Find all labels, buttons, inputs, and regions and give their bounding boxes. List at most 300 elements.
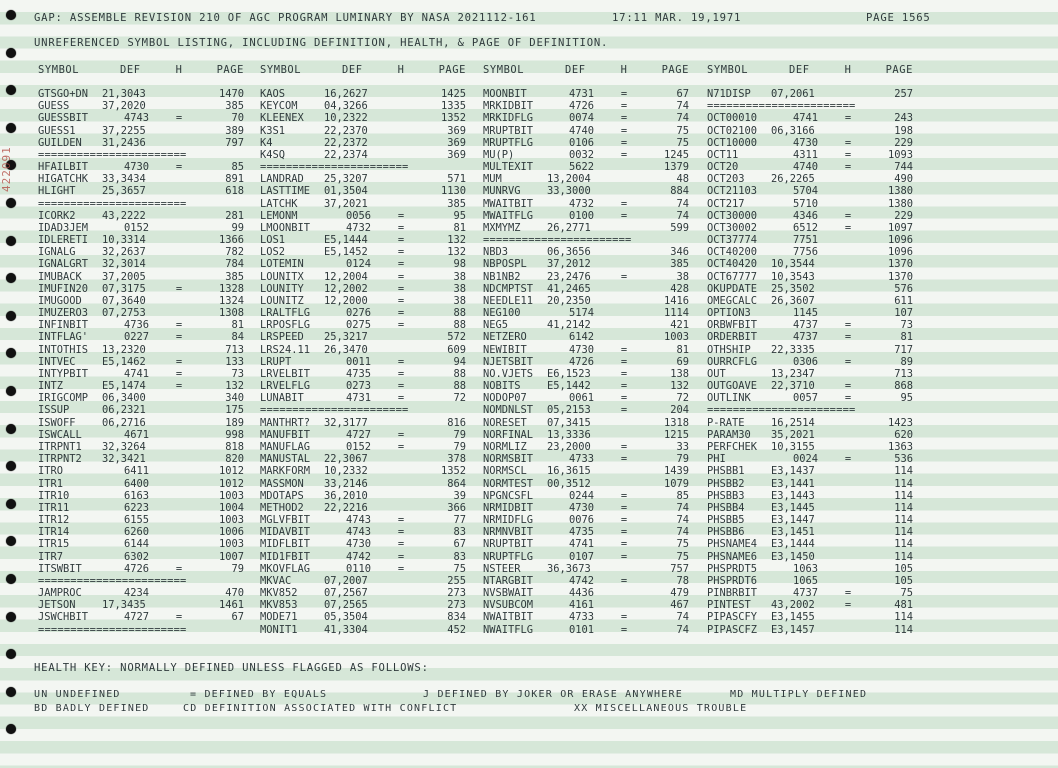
symbol-definition: 25,3657 — [102, 185, 146, 198]
symbol-name: MU(P) — [483, 148, 515, 161]
symbol-definition: 4346 — [793, 209, 819, 222]
symbol-health: = — [620, 112, 628, 125]
symbol-row — [707, 368, 917, 380]
symbol-row — [38, 465, 248, 477]
symbol-page: 1215 — [663, 428, 689, 441]
symbol-definition: 6400 — [124, 477, 150, 490]
symbol-name: MRKIDBIT — [483, 100, 534, 113]
symbol-definition: 4741 — [793, 112, 819, 125]
symbol-name: OPTION3 — [707, 307, 751, 320]
symbol-name: MRKIDFLG — [483, 112, 534, 125]
separator-row — [38, 575, 248, 587]
symbol-definition: 4736 — [124, 319, 150, 332]
symbol-row — [260, 538, 470, 550]
symbol-definition: 0124 — [346, 258, 372, 271]
symbol-page: 1425 — [440, 88, 466, 100]
symbol-health: = — [397, 428, 405, 441]
symbol-definition: 12,2000 — [324, 294, 368, 307]
symbol-page: 611 — [894, 294, 913, 307]
symbol-page: 95 — [900, 392, 913, 405]
header-health: H — [175, 64, 183, 76]
symbol-page: 1370 — [887, 270, 913, 283]
symbol-health: = — [844, 392, 852, 405]
symbol-row — [38, 404, 248, 416]
symbol-page: 85 — [676, 489, 689, 502]
symbol-page: 1003 — [218, 489, 244, 502]
symbol-name: NEG100 — [483, 307, 521, 320]
symbol-row — [38, 88, 248, 100]
symbol-health: = — [175, 355, 183, 368]
symbol-row — [38, 125, 248, 137]
symbol-row — [38, 344, 248, 356]
symbol-row — [38, 526, 248, 538]
symbol-row — [483, 210, 693, 222]
symbol-health: = — [175, 282, 183, 295]
symbol-name: NJETSBIT — [483, 355, 534, 368]
symbol-page: 114 — [894, 477, 913, 490]
symbol-name: GTSGO+DN — [38, 88, 89, 100]
symbol-page: 571 — [447, 173, 466, 186]
symbol-page: 479 — [670, 587, 689, 600]
feed-hole — [6, 424, 16, 434]
symbol-page: 1003 — [218, 538, 244, 551]
symbol-row — [483, 404, 693, 416]
symbol-name: NPGNCSFL — [483, 489, 534, 502]
header-page-number: PAGE 1565 — [866, 12, 931, 24]
symbol-page: 428 — [670, 282, 689, 295]
symbol-page: 366 — [447, 501, 466, 514]
symbol-definition: E5,1452 — [324, 246, 368, 259]
symbol-page: 132 — [447, 234, 466, 247]
header-page: PAGE — [661, 64, 689, 76]
symbol-page: 39 — [453, 489, 466, 502]
symbol-row — [38, 307, 248, 319]
symbol-name: NEWIBIT — [483, 343, 527, 356]
symbol-definition: 23,2000 — [547, 440, 591, 453]
symbol-name: NTARGBIT — [483, 574, 534, 587]
symbol-name: JAMPROC — [38, 587, 82, 600]
symbol-health: = — [620, 343, 628, 356]
symbol-row — [483, 526, 693, 538]
symbol-health: = — [620, 526, 628, 539]
symbol-name: PHSPRDT6 — [707, 574, 758, 587]
symbol-page: 868 — [894, 380, 913, 393]
symbol-health: = — [175, 331, 183, 344]
symbol-name: MASSMON — [260, 477, 304, 490]
symbol-definition: 22,3067 — [324, 453, 368, 466]
symbol-name: NRUPTBIT — [483, 538, 534, 551]
symbol-page: 83 — [453, 526, 466, 539]
symbol-health: = — [844, 221, 852, 234]
symbol-name: K4 — [260, 136, 273, 149]
symbol-definition: 4234 — [124, 587, 150, 600]
symbol-name: PARAM30 — [707, 428, 751, 441]
column-header — [483, 64, 693, 80]
symbol-health: = — [844, 587, 852, 600]
symbol-page: 198 — [894, 124, 913, 137]
symbol-definition: 06,3166 — [771, 124, 815, 137]
symbol-definition: 4436 — [569, 587, 595, 600]
symbol-page: 1097 — [887, 221, 913, 234]
symbol-definition: 07,2753 — [102, 307, 146, 320]
symbol-name: MRUPTBIT — [483, 124, 534, 137]
symbol-row — [260, 319, 470, 331]
separator-line: ======================= — [38, 574, 187, 587]
symbol-row — [38, 137, 248, 149]
symbol-definition: 4743 — [124, 112, 150, 125]
separator-row — [260, 161, 470, 173]
symbol-page: 369 — [447, 136, 466, 149]
symbol-row — [707, 222, 917, 234]
symbol-row — [260, 575, 470, 587]
symbol-name: LMOONBIT — [260, 221, 311, 234]
symbol-row — [483, 161, 693, 173]
symbol-row — [260, 307, 470, 319]
symbol-health: = — [620, 623, 628, 636]
symbol-column-2 — [260, 64, 470, 636]
symbol-row — [707, 624, 917, 636]
symbol-name: NRMNVBIT — [483, 526, 534, 539]
symbol-definition: E3,1444 — [771, 538, 815, 551]
symbol-name: OTHSHIP — [707, 343, 751, 356]
separator-row — [260, 404, 470, 416]
symbol-definition: E3,1437 — [771, 465, 815, 478]
symbol-row — [483, 307, 693, 319]
symbol-row — [38, 283, 248, 295]
symbol-health: = — [844, 453, 852, 466]
symbol-name: NEEDLE11 — [483, 294, 534, 307]
symbol-row — [483, 368, 693, 380]
symbol-row — [707, 514, 917, 526]
symbol-name: IDLERETI — [38, 234, 89, 247]
symbol-row — [38, 490, 248, 502]
symbol-page: 38 — [676, 270, 689, 283]
symbol-health: = — [620, 550, 628, 563]
symbol-page: 73 — [231, 367, 244, 380]
symbol-definition: 10,3155 — [771, 440, 815, 453]
symbol-row — [483, 429, 693, 441]
symbol-name: MGLVFBIT — [260, 514, 311, 527]
symbol-definition: 10,2322 — [324, 112, 368, 125]
symbol-health: = — [397, 319, 405, 332]
symbol-row — [483, 198, 693, 210]
symbol-row — [707, 502, 917, 514]
symbol-page: 797 — [225, 136, 244, 149]
symbol-page: 74 — [676, 197, 689, 210]
symbol-definition: 4730 — [569, 343, 595, 356]
symbol-page: 834 — [447, 611, 466, 624]
symbol-name: INTZ — [38, 380, 64, 393]
symbol-definition: 17,3435 — [102, 599, 146, 612]
symbol-definition: E6,1523 — [547, 367, 591, 380]
symbol-row — [38, 295, 248, 307]
symbol-row — [707, 185, 917, 197]
symbol-page: 576 — [894, 282, 913, 295]
symbol-page: 820 — [225, 453, 244, 466]
symbol-page: 69 — [676, 355, 689, 368]
symbol-row — [260, 137, 470, 149]
symbol-page: 273 — [447, 599, 466, 612]
symbol-page: 114 — [894, 465, 913, 478]
symbol-name: ISWCALL — [38, 428, 82, 441]
symbol-health: = — [844, 331, 852, 344]
symbol-definition: 4735 — [346, 367, 372, 380]
symbol-row — [483, 392, 693, 404]
symbol-row — [483, 538, 693, 550]
column-header — [38, 64, 248, 80]
symbol-name: ISWOFF — [38, 416, 76, 429]
symbol-definition: 4730 — [124, 161, 150, 174]
symbol-page: 572 — [447, 331, 466, 344]
symbol-page: 132 — [447, 246, 466, 259]
symbol-definition: 13,2004 — [547, 173, 591, 186]
symbol-definition: 22,2374 — [324, 148, 368, 161]
symbol-row — [483, 587, 693, 599]
symbol-name: MUNRVG — [483, 185, 521, 198]
symbol-row — [38, 246, 248, 258]
symbol-page: 88 — [453, 380, 466, 393]
symbol-definition: 5710 — [793, 197, 819, 210]
symbol-row — [260, 417, 470, 429]
symbol-row — [38, 368, 248, 380]
symbol-name: ITRO — [38, 465, 64, 478]
header-symbol: SYMBOL — [483, 64, 525, 76]
health-key-item: J DEFINED BY JOKER OR ERASE ANYWHERE — [423, 689, 683, 700]
symbol-definition: 21,3043 — [102, 88, 146, 100]
header-symbol: SYMBOL — [38, 64, 80, 76]
symbol-health: = — [175, 380, 183, 393]
symbol-row — [483, 125, 693, 137]
symbol-page: 38 — [453, 270, 466, 283]
separator-line: ======================= — [707, 404, 856, 417]
symbol-definition: 16,2627 — [324, 88, 368, 100]
symbol-name: ICORK2 — [38, 209, 76, 222]
symbol-page: 77 — [453, 514, 466, 527]
symbol-definition: 36,3673 — [547, 562, 591, 575]
symbol-name: PERFCHEK — [707, 440, 758, 453]
symbol-name: LOUNITY — [260, 282, 304, 295]
symbol-row — [260, 611, 470, 623]
symbol-definition: 06,2716 — [102, 416, 146, 429]
symbol-definition: 4730 — [346, 538, 372, 551]
symbol-definition: 0032 — [569, 148, 595, 161]
symbol-health: = — [620, 538, 628, 551]
symbol-definition: 22,3710 — [771, 380, 815, 393]
symbol-name: IGNALGRT — [38, 258, 89, 271]
symbol-health: = — [175, 562, 183, 575]
symbol-page: 33 — [676, 440, 689, 453]
symbol-row — [38, 478, 248, 490]
symbol-name: ISSUP — [38, 404, 70, 417]
symbol-page: 79 — [453, 428, 466, 441]
symbol-row — [483, 441, 693, 453]
symbol-health: = — [620, 270, 628, 283]
symbol-name: MOONBIT — [483, 88, 527, 100]
symbol-page: 1004 — [218, 501, 244, 514]
health-key-item: BD BADLY DEFINED — [34, 703, 150, 714]
symbol-page: 385 — [670, 258, 689, 271]
symbol-definition: 37,2255 — [102, 124, 146, 137]
symbol-page: 1352 — [440, 112, 466, 125]
symbol-name: LUNABIT — [260, 392, 304, 405]
symbol-row — [483, 599, 693, 611]
symbol-name: NORESET — [483, 416, 527, 429]
symbol-name: LATCHK — [260, 197, 298, 210]
symbol-row — [38, 429, 248, 441]
symbol-row — [260, 429, 470, 441]
symbol-name: METHOD2 — [260, 501, 304, 514]
symbol-row — [483, 417, 693, 429]
symbol-definition: 4311 — [793, 148, 819, 161]
symbol-column-1 — [38, 64, 248, 636]
symbol-health: = — [175, 611, 183, 624]
symbol-name: HIGATCHK — [38, 173, 89, 186]
symbol-name: INTFLAG' — [38, 331, 89, 344]
symbol-row — [38, 587, 248, 599]
symbol-name: ITR11 — [38, 501, 70, 514]
symbol-definition: E3,1451 — [771, 526, 815, 539]
symbol-page: 1006 — [218, 526, 244, 539]
feed-hole — [6, 612, 16, 622]
symbol-health: = — [175, 112, 183, 125]
symbol-health: = — [620, 404, 628, 417]
symbol-page: 1423 — [887, 416, 913, 429]
symbol-row — [707, 453, 917, 465]
symbol-definition: 0244 — [569, 489, 595, 502]
symbol-definition: 6411 — [124, 465, 150, 478]
symbol-page: 85 — [231, 161, 244, 174]
symbol-page: 83 — [453, 550, 466, 563]
symbol-page: 713 — [225, 343, 244, 356]
symbol-row — [38, 356, 248, 368]
symbol-definition: E3,1445 — [771, 501, 815, 514]
symbol-page: 229 — [894, 136, 913, 149]
symbol-definition: 41,2465 — [547, 282, 591, 295]
symbol-page: 744 — [894, 161, 913, 174]
symbol-row — [260, 502, 470, 514]
symbol-definition: 07,2567 — [324, 587, 368, 600]
symbol-page: 67 — [453, 538, 466, 551]
symbol-name: NVSBWAIT — [483, 587, 534, 600]
symbol-name: MWAITFLG — [483, 209, 534, 222]
symbol-page: 79 — [453, 440, 466, 453]
symbol-page: 74 — [676, 514, 689, 527]
symbol-name: LRS24.11 — [260, 343, 311, 356]
symbol-definition: 20,2350 — [547, 294, 591, 307]
symbol-definition: 33,3434 — [102, 173, 146, 186]
symbol-definition: 04,3266 — [324, 100, 368, 113]
symbol-row — [707, 587, 917, 599]
symbol-row — [707, 356, 917, 368]
symbol-row — [483, 514, 693, 526]
health-key-item: CD DEFINITION ASSOCIATED WITH CONFLICT — [183, 703, 458, 714]
symbol-name: PHSBB5 — [707, 514, 745, 527]
symbol-definition: 7756 — [793, 246, 819, 259]
symbol-row — [483, 283, 693, 295]
symbol-name: OCT40200 — [707, 246, 758, 259]
header-health: H — [397, 64, 405, 76]
header-def: DEF — [565, 64, 586, 76]
symbol-definition: E5,1462 — [102, 355, 146, 368]
symbol-page: 105 — [894, 562, 913, 575]
symbol-health: = — [620, 501, 628, 514]
symbol-row — [483, 173, 693, 185]
symbol-definition: 0011 — [346, 355, 372, 368]
symbol-row — [260, 234, 470, 246]
symbol-definition: 06,3656 — [547, 246, 591, 259]
symbol-row — [483, 88, 693, 100]
symbol-health: = — [175, 319, 183, 332]
symbol-page: 467 — [670, 599, 689, 612]
symbol-name: NBD3 — [483, 246, 509, 259]
symbol-row — [483, 453, 693, 465]
feed-hole — [6, 574, 16, 584]
header-symbol: SYMBOL — [260, 64, 302, 76]
symbol-definition: 4737 — [793, 319, 819, 332]
symbol-page: 1130 — [440, 185, 466, 198]
symbol-definition: 37,2020 — [102, 100, 146, 113]
feed-hole — [6, 273, 16, 283]
symbol-row — [707, 599, 917, 611]
symbol-name: IMUBACK — [38, 270, 82, 283]
symbol-row — [707, 478, 917, 490]
symbol-name: LRUPT — [260, 355, 292, 368]
symbol-page: 536 — [894, 453, 913, 466]
symbol-name: ITR10 — [38, 489, 70, 502]
symbol-definition: 6163 — [124, 489, 150, 502]
symbol-definition: 00,3512 — [547, 477, 591, 490]
symbol-definition: E3,1443 — [771, 489, 815, 502]
symbol-definition: 13,2320 — [102, 343, 146, 356]
symbol-definition: 4742 — [346, 550, 372, 563]
symbol-page: 81 — [231, 319, 244, 332]
symbol-row — [707, 149, 917, 161]
symbol-row — [707, 465, 917, 477]
symbol-page: 114 — [894, 611, 913, 624]
symbol-name: MXMYMZ — [483, 221, 521, 234]
symbol-name: PHI — [707, 453, 726, 466]
symbol-name: MANUFBIT — [260, 428, 311, 441]
symbol-name: MKV853 — [260, 599, 298, 612]
symbol-row — [260, 624, 470, 636]
symbol-row — [260, 88, 470, 100]
symbol-definition: 26,2771 — [547, 221, 591, 234]
symbol-row — [38, 161, 248, 173]
symbol-name: MID1FBIT — [260, 550, 311, 563]
column-header — [707, 64, 917, 80]
symbol-page: 81 — [453, 221, 466, 234]
symbol-page: 67 — [231, 611, 244, 624]
symbol-name: PHSNAME4 — [707, 538, 758, 551]
symbol-definition: 23,2476 — [547, 270, 591, 283]
symbol-page: 1366 — [218, 234, 244, 247]
symbol-name: NDCMPTST — [483, 282, 534, 295]
column-header — [260, 64, 470, 80]
separator-line: ======================= — [38, 623, 187, 636]
symbol-name: LRVELBIT — [260, 367, 311, 380]
symbol-name: JSWCHBIT — [38, 611, 89, 624]
symbol-page: 346 — [670, 246, 689, 259]
symbol-page: 114 — [894, 623, 913, 636]
symbol-page: 884 — [670, 185, 689, 198]
symbol-health: = — [620, 124, 628, 137]
symbol-definition: 07,2061 — [771, 88, 815, 100]
symbol-page: 88 — [453, 367, 466, 380]
symbol-definition: 5174 — [569, 307, 595, 320]
symbol-row — [260, 331, 470, 343]
symbol-definition: 32,3014 — [102, 258, 146, 271]
symbol-name: MULTEXIT — [483, 161, 534, 174]
